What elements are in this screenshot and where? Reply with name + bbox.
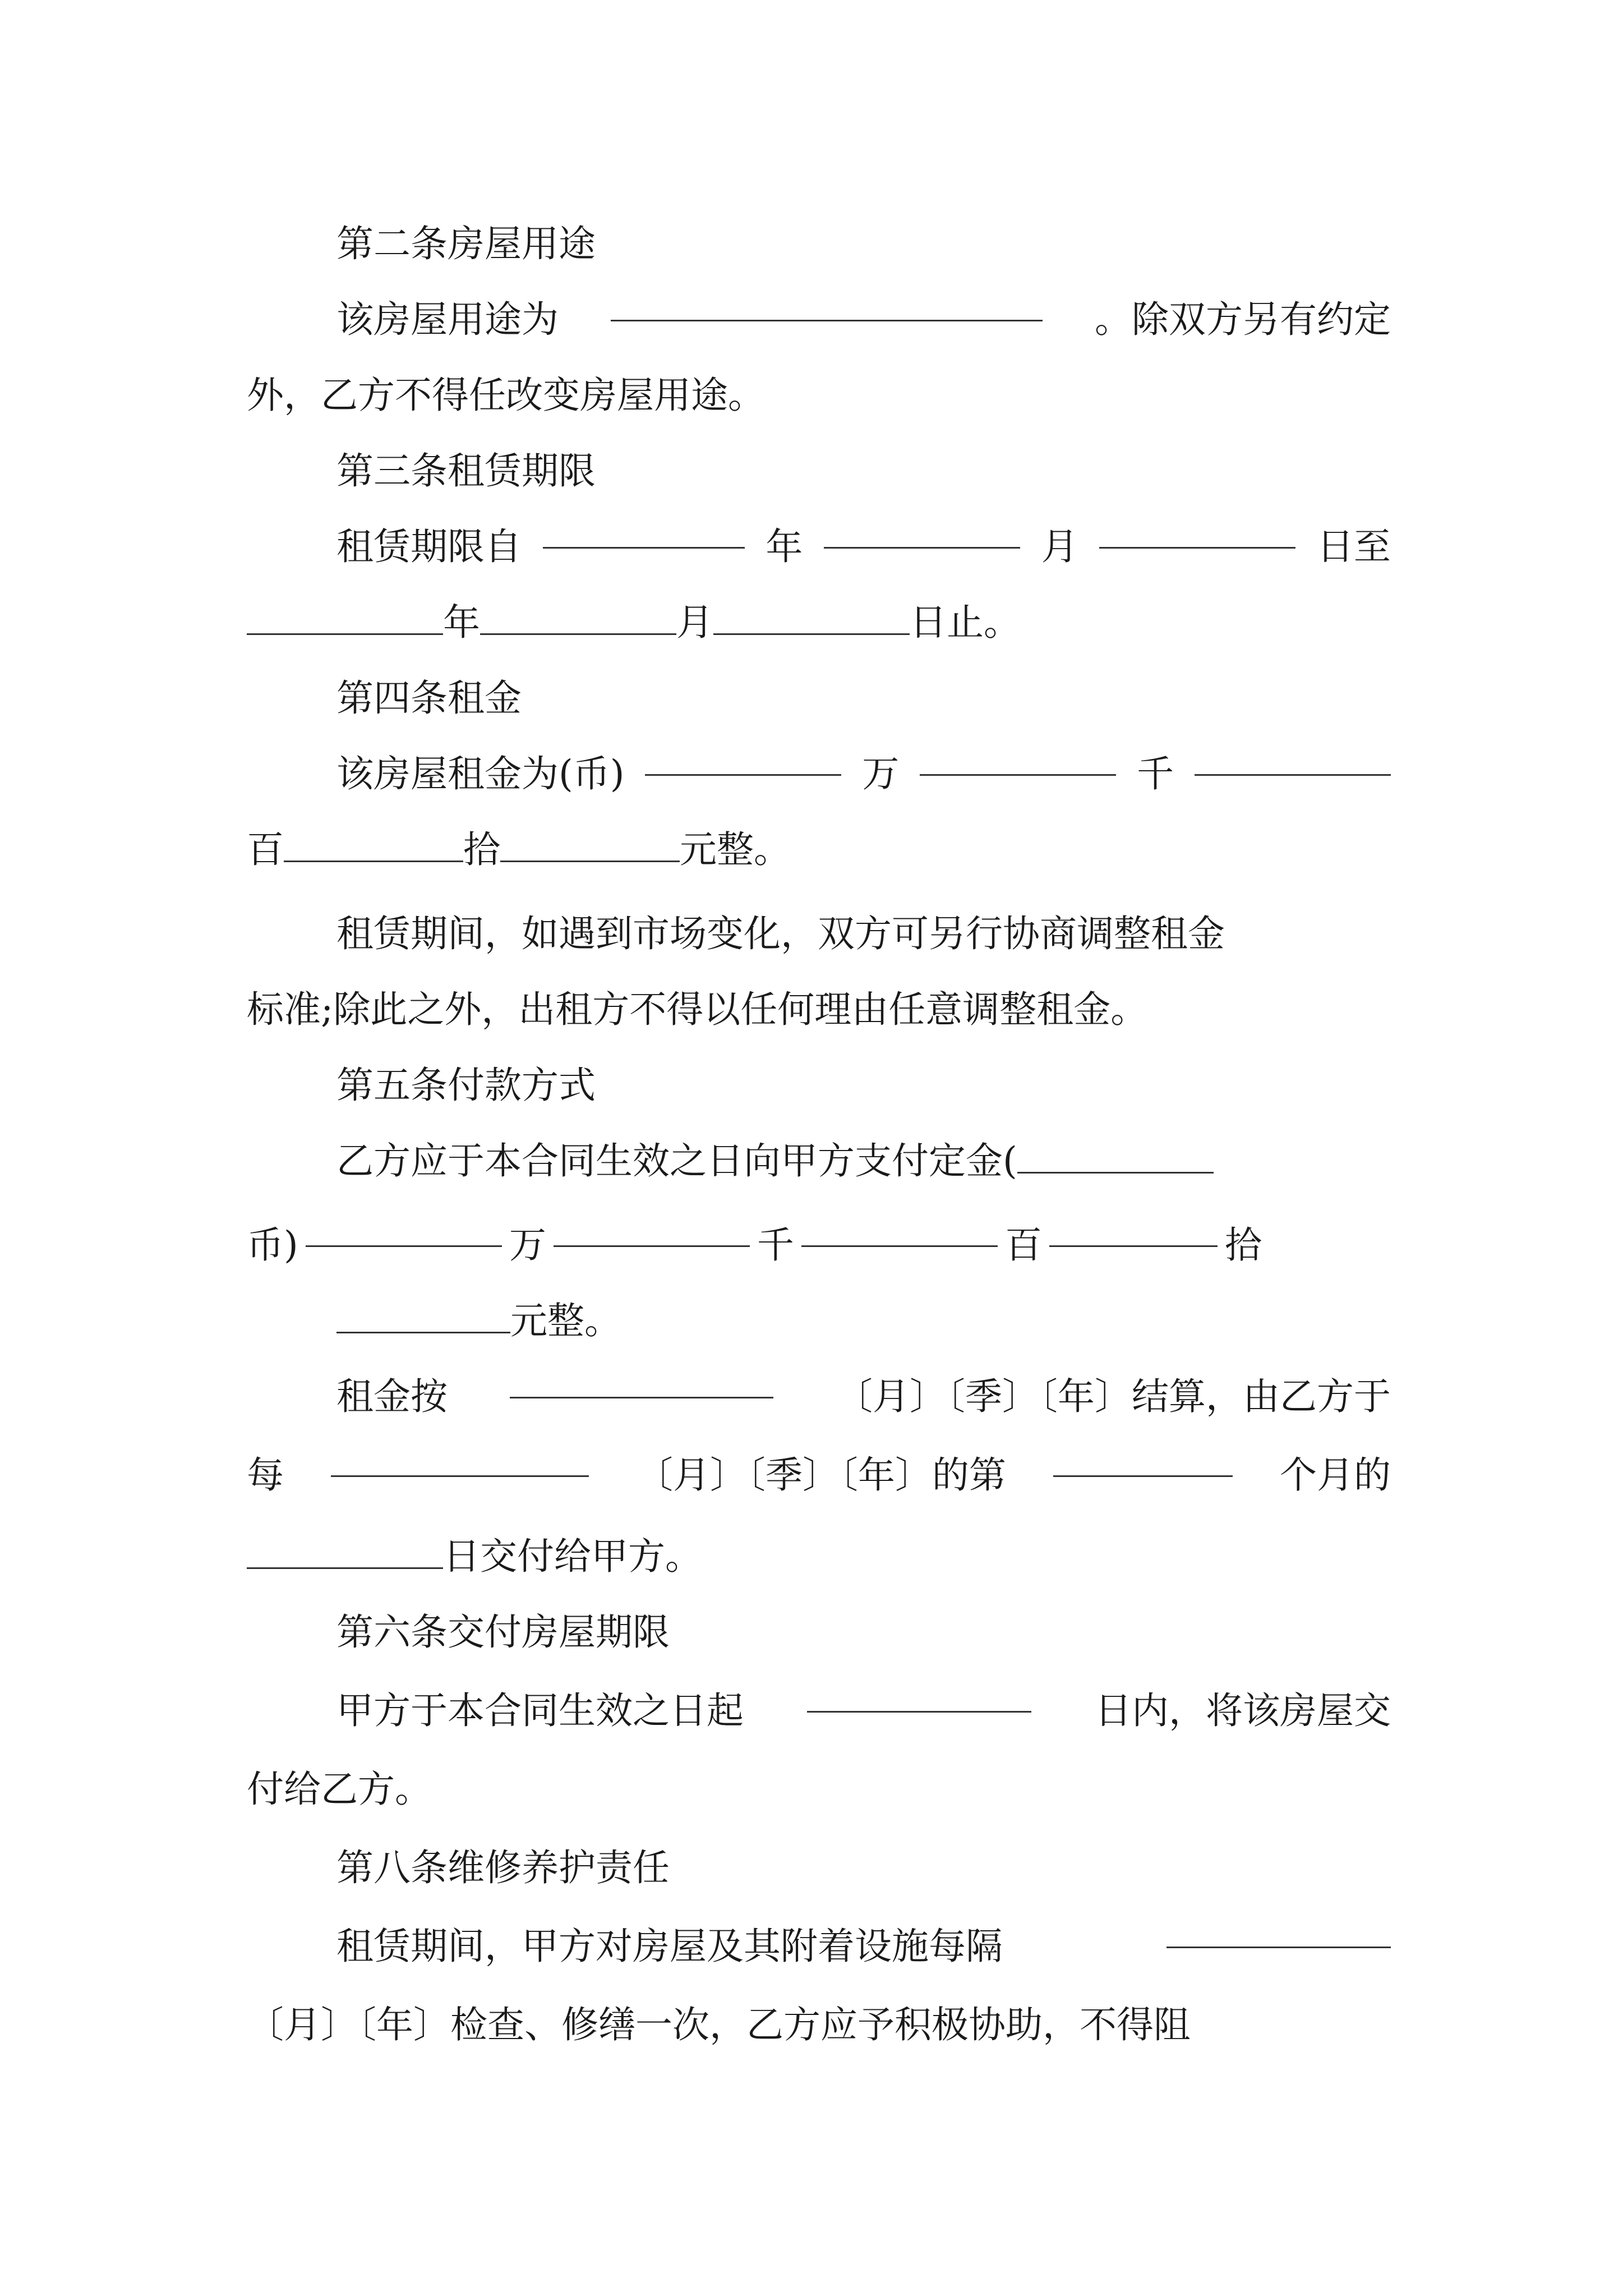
settlement-day-blank[interactable] xyxy=(247,1534,443,1569)
maintenance-interval-blank[interactable] xyxy=(1166,1913,1391,1948)
settlement-each-text: 每 xyxy=(247,1453,284,1497)
settlement-line-3 xyxy=(247,1523,1391,1590)
usage-blank[interactable] xyxy=(611,286,1043,321)
deposit-line-3 xyxy=(336,1287,1391,1355)
rent-label: 该房屋租金为(币) xyxy=(336,752,625,795)
maintenance-line xyxy=(336,1913,1391,1980)
settlement-line xyxy=(336,1363,1391,1430)
term-end-year-text: 年 xyxy=(443,601,480,644)
deposit-label: 乙方应于本合同生效之日向甲方支付定金( xyxy=(336,1139,1017,1182)
article-4-heading: 第四条租金 xyxy=(336,677,522,720)
term-label: 租赁期限自 xyxy=(336,525,522,568)
delivery-line-2: 付给乙方。 xyxy=(247,1768,432,1811)
settlement-day-text: 日交付给甲方。 xyxy=(443,1535,702,1578)
article-5-heading: 第五条付款方式 xyxy=(336,1064,596,1107)
deposit-line-2 xyxy=(247,1212,1262,1279)
rent-line xyxy=(336,740,1391,808)
rent-shi-blank[interactable] xyxy=(284,827,463,862)
rent-yuan-text: 元整。 xyxy=(680,828,791,871)
rent-yuan-blank[interactable] xyxy=(500,827,680,862)
deposit-wan-blank[interactable] xyxy=(306,1212,502,1247)
term-end-month-blank[interactable] xyxy=(480,600,676,635)
rent-shi-text: 拾 xyxy=(463,828,500,871)
rent-qian-blank[interactable] xyxy=(920,740,1116,776)
article-2-heading: 第二条房屋用途 xyxy=(336,222,596,265)
deposit-shi-blank[interactable] xyxy=(1049,1212,1218,1247)
deposit-shi-text: 拾 xyxy=(1225,1223,1262,1267)
delivery-tail: 日内，将该房屋交 xyxy=(1095,1689,1391,1732)
settlement-line-2 xyxy=(247,1442,1391,1509)
deposit-bai-text: 百 xyxy=(1004,1223,1042,1267)
settlement-month-blank[interactable] xyxy=(1053,1442,1233,1477)
maintenance-line-2: 〔月〕〔年〕检查、修缮一次，乙方应予积极协助，不得阻 xyxy=(247,2003,1191,2046)
term-start-day-blank[interactable] xyxy=(1099,513,1295,549)
term-month-text: 月 xyxy=(1041,525,1078,568)
term-end-day-blank[interactable] xyxy=(713,600,910,635)
delivery-label: 甲方于本合同生效之日起 xyxy=(336,1689,744,1732)
term-line xyxy=(336,513,1391,581)
term-end-month-text: 月 xyxy=(676,601,713,644)
term-end-year-blank[interactable] xyxy=(247,600,443,635)
settlement-blank[interactable] xyxy=(510,1363,773,1398)
settlement-period-blank[interactable] xyxy=(331,1442,589,1477)
term-year-text: 年 xyxy=(766,525,803,568)
usage-line xyxy=(336,286,1391,353)
deposit-currency-blank[interactable] xyxy=(1017,1138,1214,1174)
rent-wan-text: 万 xyxy=(862,752,900,795)
article-8-heading: 第八条维修养护责任 xyxy=(336,1846,670,1889)
rent-adjust-line: 租赁期间，如遇到市场变化，双方可另行协商调整租金 xyxy=(336,912,1225,955)
usage-label: 该房屋用途为 xyxy=(336,298,559,341)
term-start-month-blank[interactable] xyxy=(824,513,1020,549)
term-to-text: 日至 xyxy=(1316,525,1391,568)
delivery-line xyxy=(336,1677,1391,1745)
term-line-2 xyxy=(247,589,1391,656)
deposit-yuan-blank[interactable] xyxy=(336,1298,510,1333)
rent-qian-text: 千 xyxy=(1137,752,1174,795)
term-end-text: 日止。 xyxy=(910,601,1021,644)
rent-bai-text: 百 xyxy=(247,828,284,871)
deposit-qian-text: 千 xyxy=(757,1223,794,1267)
deposit-wan-text: 万 xyxy=(509,1223,546,1267)
usage-line-2: 外，乙方不得任改变房屋用途。 xyxy=(247,374,765,417)
deposit-yuan-text: 元整。 xyxy=(510,1299,621,1342)
settlement-tail: 〔月〕〔季〕〔年〕结算，由乙方于 xyxy=(836,1375,1391,1418)
delivery-days-blank[interactable] xyxy=(807,1677,1031,1713)
deposit-line xyxy=(336,1128,1391,1195)
deposit-bai-blank[interactable] xyxy=(801,1212,998,1247)
settlement-label: 租金按 xyxy=(336,1375,448,1418)
term-start-year-blank[interactable] xyxy=(543,513,745,549)
settlement-period-text: 〔月〕〔季〕〔年〕的第 xyxy=(636,1453,1006,1497)
rent-bai-blank[interactable] xyxy=(1195,740,1391,776)
article-6-heading: 第六条交付房屋期限 xyxy=(336,1611,670,1654)
article-3-heading: 第三条租赁期限 xyxy=(336,449,596,493)
deposit-currency-text: 币) xyxy=(247,1223,298,1267)
deposit-qian-blank[interactable] xyxy=(554,1212,750,1247)
settlement-month-text: 个月的 xyxy=(1280,1453,1391,1497)
maintenance-label: 租赁期间，甲方对房屋及其附着设施每隔 xyxy=(336,1925,1003,1968)
rent-adjust-line-2: 标准;除此之外，出租方不得以任何理由任意调整租金。 xyxy=(247,988,1148,1031)
rent-line-2 xyxy=(247,816,1391,884)
usage-tail: 。除双方另有约定 xyxy=(1095,298,1391,341)
rent-wan-blank[interactable] xyxy=(645,740,841,776)
